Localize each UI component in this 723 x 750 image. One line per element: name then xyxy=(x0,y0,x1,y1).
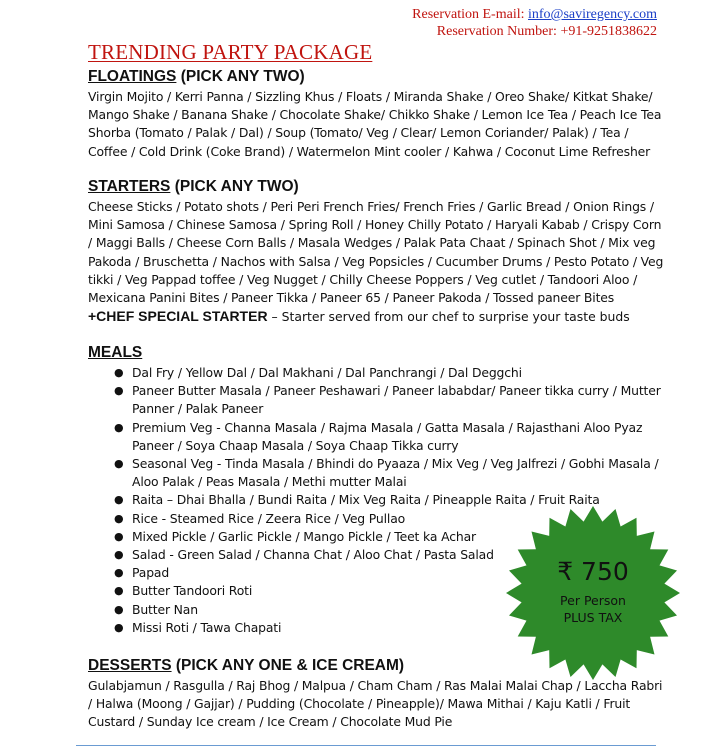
bullet-icon: ● xyxy=(114,457,124,471)
floatings-heading-note: (PICK ANY TWO) xyxy=(176,68,305,85)
meal-item-text: Premium Veg - Channa Masala / Rajma Masala / Gatta Masala / Rajasthani Aloo Pyaz Paneer / Soya Chaap Masala / Soya Chaap Tikka curry xyxy=(132,419,643,453)
reservation-contact xyxy=(412,6,657,40)
starters-heading-note: (PICK ANY TWO) xyxy=(170,178,299,195)
bullet-icon: ● xyxy=(114,584,124,598)
reservation-number-line xyxy=(412,23,657,40)
reservation-number-label: Reservation Number: xyxy=(436,24,561,39)
starters-heading-label: STARTERS xyxy=(88,178,171,195)
floatings-heading xyxy=(88,68,668,86)
starters-items: Cheese Sticks / Potato shots / Peri Peri French Fries/ French Fries / Garlic Bread / Onion Rings / Mini Samosa / Chinese Samosa / Spring Roll / Honey Chilly Potato / Haryali Kabab / Crispy Corn / Maggi Balls / Cheese Corn Balls / Masala Wedges / Palak Pata Chaat / Spinach Shot / Mix veg Pakoda / Bruschetta / Nachos with Salsa / Veg Popsicles / Cucumber Drums / Pesto Potato / Veg tikki / Veg Pappad toffee / Veg Nugget / Chilly Cheese Poppers / Veg cutlet / Tandoori Aloo / Mexicana Panini Bites / Paneer Tikka / Paneer 65 / Paneer Pakoda / Tossed paneer Bites xyxy=(88,199,664,306)
bullet-icon: ● xyxy=(114,366,124,379)
meal-item-text: Mixed Pickle / Garlic Pickle / Mango Pickle / Teet ka Achar xyxy=(132,528,476,544)
list-item xyxy=(88,455,668,491)
price-plus-tax: PLUS TAX xyxy=(563,610,623,625)
meal-item-text: Paneer Butter Masala / Paneer Peshawari / Paneer lababdar/ Paneer tikka curry / Mutter Panner / Palak Paneer xyxy=(132,383,661,417)
bullet-icon: ● xyxy=(114,493,124,507)
page-title: TRENDING PARTY PACKAGE xyxy=(88,40,373,64)
meal-item-text: Butter Nan xyxy=(132,601,198,617)
meal-item-text: Dal Fry / Yellow Dal / Dal Makhani / Dal Panchrangi / Dal Deggchi xyxy=(132,365,522,380)
desserts-items: Gulabjamun / Rasgulla / Raj Bhog / Malpua / Cham Cham / Ras Malai Malai Chap / Laccha Rabri / Halwa (Moong / Gajjar) / Pudding (Chocolate / Pineapple)/ Mawa Mithai / Kaju Katli / Fruit Custard / Sunday Ice cream / Ice Cream / Chocolate Mud Pie xyxy=(88,678,663,730)
bullet-icon: ● xyxy=(114,384,124,398)
price-value: ₹ 750 xyxy=(557,557,629,586)
meal-item-text: Papad xyxy=(132,565,170,581)
bullet-icon: ● xyxy=(114,548,124,562)
bullet-icon: ● xyxy=(114,602,124,616)
bottom-divider xyxy=(76,745,656,746)
bullet-icon: ● xyxy=(114,566,124,580)
desserts-heading-label: DESSERTS xyxy=(88,657,172,674)
chef-special-label: +CHEF SPECIAL STARTER xyxy=(88,308,268,325)
floatings-section xyxy=(88,68,668,161)
list-item xyxy=(88,382,668,418)
chef-special-text: – Starter served from our chef to surprise your taste buds xyxy=(267,309,630,325)
desserts-heading-note: (PICK ANY ONE & ICE CREAM) xyxy=(171,657,405,674)
bullet-icon: ● xyxy=(114,420,124,434)
starters-section xyxy=(88,178,668,326)
bullet-icon: ● xyxy=(114,529,124,543)
reservation-email-label: Reservation E-mail: xyxy=(412,7,528,22)
meal-item-text: Missi Roti / Tawa Chapati xyxy=(132,619,282,635)
meal-item-text: Rice - Steamed Rice / Zeera Rice / Veg Pullao xyxy=(132,510,406,526)
reservation-email-link[interactable]: info@saviregency.com xyxy=(528,7,657,22)
starters-heading xyxy=(88,178,668,196)
reservation-number: +91-9251838622 xyxy=(560,24,657,39)
meal-item-text: Raita – Dhai Bhalla / Bundi Raita / Mix Veg Raita / Pineapple Raita / Fruit Raita xyxy=(132,492,600,508)
meal-item-text: Salad - Green Salad / Channa Chat / Aloo Chat / Pasta Salad xyxy=(132,547,494,563)
list-item xyxy=(88,419,668,455)
price-badge xyxy=(505,505,681,681)
reservation-email-line xyxy=(412,6,657,23)
bullet-icon: ● xyxy=(114,511,124,525)
meals-heading-label: MEALS xyxy=(88,344,143,361)
meal-item-text: Butter Tandoori Roti xyxy=(132,583,253,599)
bullet-icon: ● xyxy=(114,620,124,634)
price-per-person: Per Person xyxy=(560,593,626,608)
meals-heading xyxy=(88,344,668,362)
floatings-heading-label: FLOATINGS xyxy=(88,68,177,85)
chef-special-line xyxy=(88,307,668,326)
meal-item-text: Seasonal Veg - Tinda Masala / Bhindi do Pyaaza / Mix Veg / Veg Jalfrezi / Gobhi Masala / Aloo Palak / Peas Masala / Methi mutter Malai xyxy=(132,456,659,490)
list-item xyxy=(88,364,668,382)
floatings-items: Virgin Mojito / Kerri Panna / Sizzling Khus / Floats / Miranda Shake / Oreo Shake/ Kitkat Shake/ Mango Shake / Banana Shake / Chocolate Shake/ Chikko Shake / Lemon Ice Tea / Peach Ice Tea Shorba (Tomato / Palak / Dal) / Soup (Tomato/ Veg / Clear/ Lemon Coriander/ Palak) / Tea / Coffee / Cold Drink (Coke Brand) / Watermelon Mint cooler / Kahwa / Coconut Lime Refresher xyxy=(88,89,662,159)
